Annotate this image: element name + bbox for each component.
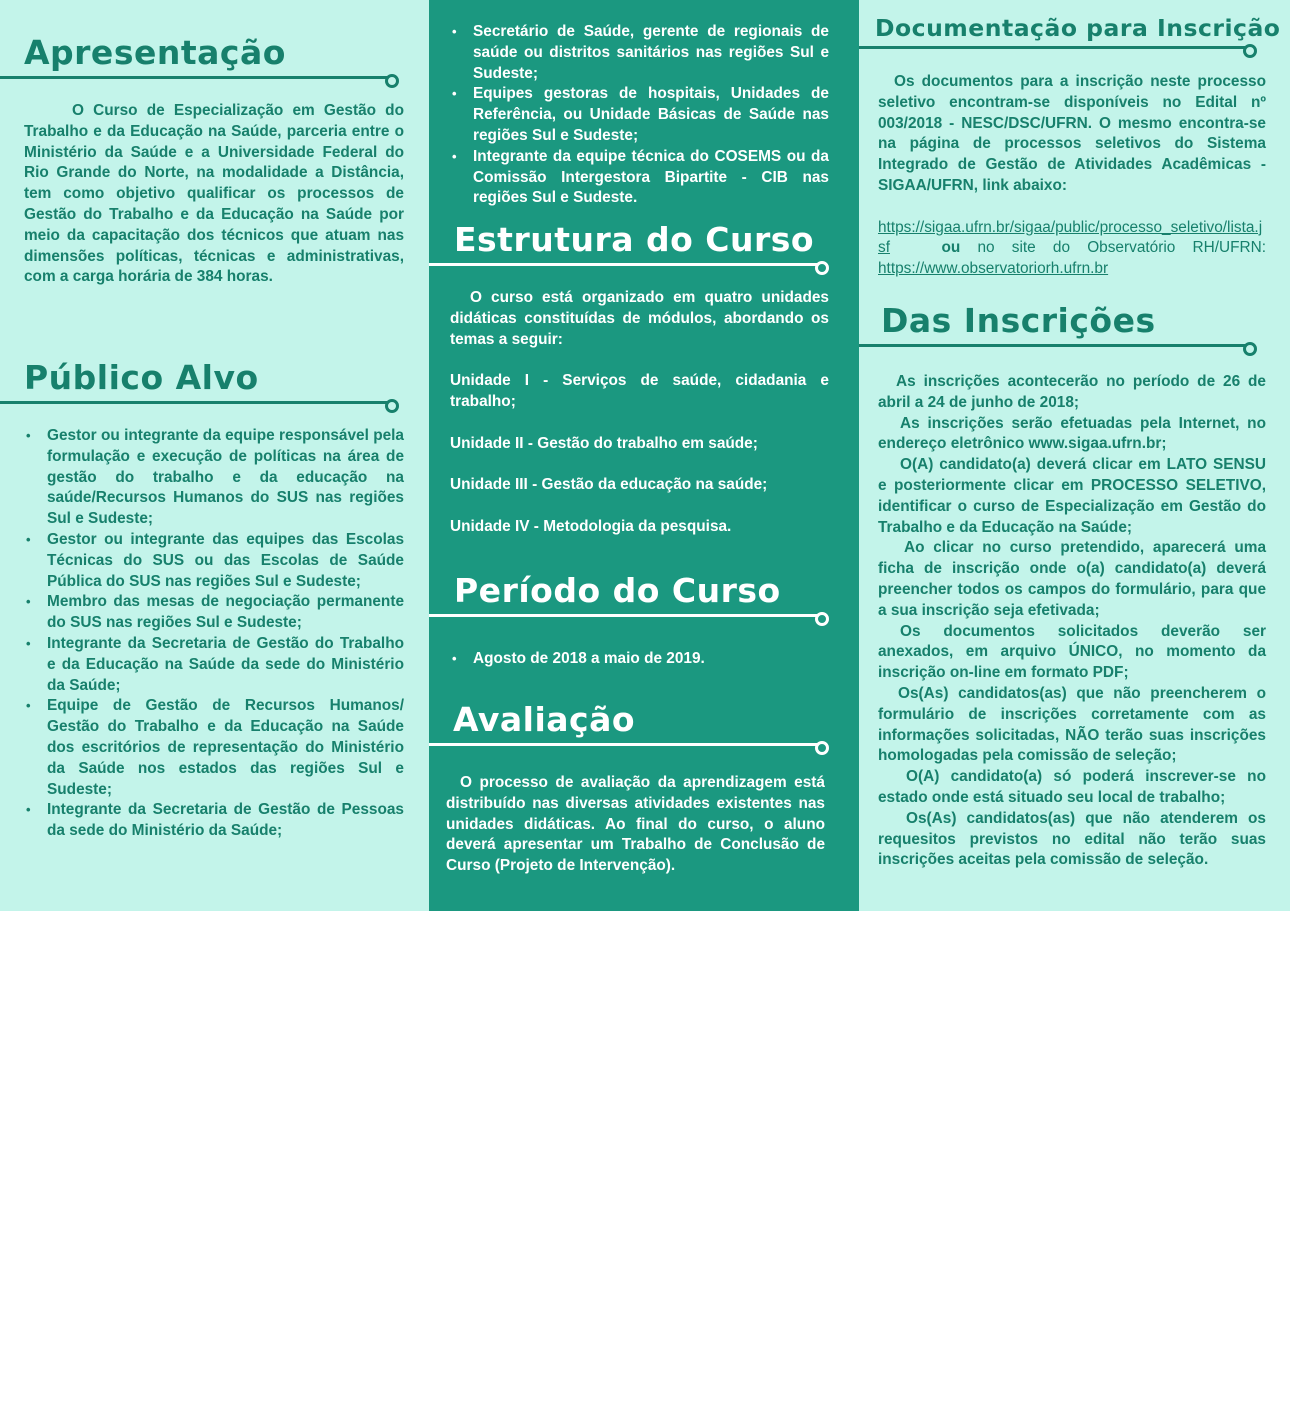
inscricoes-paragraph: Os(As) candidatos(as) que não preencherem o formulário de inscrições corretamente com as informações solicitadas, NÃO terão suas inscrições homologadas pela comissão de seleção; [878, 684, 1266, 765]
estrutura-title: Estrutura do Curso [454, 220, 815, 259]
heading-publico [0, 325, 429, 415]
avaliacao-title: Avaliação [453, 700, 636, 739]
inscricoes-paragraph: Os documentos solicitados deverão ser anexados, em arquivo ÚNICO, no momento da inscrição on-line em formato PDF; [878, 622, 1266, 682]
unidade-item: Unidade I - Serviços de saúde, cidadania e trabalho; [450, 372, 829, 410]
inscricoes-paragraph: As inscrições serão efetuadas pela Internet, no endereço eletrônico www.sigaa.ufrn.br; [878, 414, 1266, 453]
unidade-item: Unidade III - Gestão da educação na saúde; [450, 476, 768, 494]
apresentacao-body [24, 101, 404, 288]
estrutura-body [450, 288, 829, 538]
heading-circle-icon [815, 741, 829, 755]
observatorio-link[interactable]: https://www.observatoriorh.ufrn.br [878, 260, 1109, 278]
heading-rule [0, 401, 388, 404]
panel-middle [429, 0, 859, 911]
heading-estrutura [429, 187, 859, 277]
publico-list [24, 426, 404, 842]
inscricoes-paragraph: As inscrições acontecerão no período de 26 de abril a 24 de junho de 2018; [878, 373, 1266, 411]
heading-circle-icon [385, 74, 399, 88]
periodo-title: Período do Curso [454, 571, 781, 610]
publico-cont-list [450, 22, 829, 209]
heading-circle-icon [385, 399, 399, 413]
unidade-item: Unidade II - Gestão do trabalho em saúde; [450, 434, 758, 452]
panel-left [0, 0, 429, 911]
heading-circle-icon [1243, 342, 1257, 356]
inscricoes-body [878, 372, 1266, 871]
sigaa-link[interactable]: https://sigaa.ufrn.br/sigaa/public/processo_seletivo/lista.jsf [878, 218, 1263, 257]
publico-list-wrap [24, 426, 404, 842]
heading-apresentacao [0, 0, 429, 90]
heading-rule [859, 46, 1249, 49]
list-item: • Integrante da equipe técnica do COSEMS ou da Comissão Intergestora Bipartite - CIB nas regiões Sul e Sudeste. [450, 147, 829, 209]
observatorio-label: no site do Observatório RH/UFRN: [960, 239, 1267, 257]
ou-label: ou [941, 239, 961, 257]
heading-rule [859, 344, 1249, 347]
heading-circle-icon [815, 261, 829, 275]
list-item: • Integrante da Secretaria de Gestão de Pessoas da sede do Ministério da Saúde; [24, 800, 404, 842]
list-item: • Equipes gestoras de hospitais, Unidades de Referência, ou Unidade Básicas de Saúde nas regiões Sul e Sudeste; [450, 84, 829, 146]
publico-cont-wrap [450, 22, 829, 209]
list-item: • Gestor ou integrante da equipe responsável pela formulação e execução de políticas na área de gestão do trabalho e da educação na saúde/Recursos Humanos do SUS nas regiões Sul e Sudeste; [24, 426, 404, 530]
inscricoes-paragraph: Os(As) candidatos(as) que não atenderem os requesitos previstos no edital não terão suas inscrições aceitas pela comissão de seleção. [878, 809, 1266, 869]
heading-documentacao [859, 0, 1290, 60]
heading-rule [429, 614, 817, 617]
list-item: • Agosto de 2018 a maio de 2019. [450, 649, 829, 670]
heading-periodo [429, 538, 859, 628]
documentacao-paragraph: Os documentos para a inscrição neste processo seletivo encontram-se disponíveis no Edital nº 003/2018 - NESC/DSC/UFRN. O mesmo encontra-se na página de processos seletivos do Sistema Integrado de Gestão de Atividades Acadêmicas - SIGAA/UFRN, link abaixo: [878, 73, 1266, 194]
list-item: • Membro das mesas de negociação permanente do SUS nas regiões Sul e Sudeste; [24, 592, 404, 634]
inscricoes-paragraph: O(A) candidato(a) deverá clicar em LATO SENSU e posteriormente clicar em PROCESSO SELETIVO, identificar o curso de Especialização em Gestão do Trabalho e da Educação na Saúde; [878, 456, 1266, 536]
publico-title: Público Alvo [24, 358, 259, 397]
heading-circle-icon [1243, 44, 1257, 58]
list-item: • Integrante da Secretaria de Gestão do Trabalho e da Educação na Saúde da sede do Ministério da Saúde; [24, 634, 404, 696]
apresentacao-paragraph: O Curso de Especialização em Gestão do Trabalho e da Educação na Saúde, parceria entre o Ministério da Saúde e a Universidade Federal do Rio Grande do Norte, na modalidade a Distância, tem como objetivo qualificar os processos de Gestão do Trabalho e da Educação na Saúde por meio da capacitação dos técnicos que atuam nas dimensões políticas, técnicas e administrativas, com a carga horária de 384 horas. [24, 102, 404, 286]
documentacao-body [878, 72, 1266, 280]
documentacao-title: Documentação para Inscrição [875, 14, 1281, 42]
list-item: • Equipe de Gestão de Recursos Humanos/ Gestão do Trabalho e da Educação na Saúde dos escritórios de representação do Ministério da Saúde nos estados das regiões Sul e Sudeste; [24, 696, 404, 800]
inscricoes-paragraph: O(A) candidato(a) só poderá inscrever-se no estado onde está situado seu local de trabalho; [878, 768, 1266, 806]
heading-rule [429, 263, 817, 266]
list-item: • Gestor ou integrante das equipes das Escolas Técnicas do SUS ou das Escolas de Saúde Pública do SUS nas regiões Sul e Sudeste; [24, 530, 404, 592]
unidade-item: Unidade IV - Metodologia da pesquisa. [450, 517, 732, 535]
estrutura-intro: O curso está organizado em quatro unidades didáticas constituídas de módulos, abordando os temas a seguir: [450, 289, 829, 348]
inscricoes-paragraph: Ao clicar no curso pretendido, aparecerá uma ficha de inscrição onde o(a) candidato(a) deverá preencher todos os campos do formulário, para que a sua inscrição seja efetivada; [878, 539, 1266, 619]
inscricoes-title: Das Inscrições [881, 301, 1156, 340]
avaliacao-paragraph: O processo de avaliação da aprendizagem está distribuído nas diversas atividades existentes nas unidades didáticas. Ao final do curso, o aluno deverá apresentar um Trabalho de Conclusão de Curso (Projeto de Intervenção). [446, 774, 825, 875]
list-item: • Secretário de Saúde, gerente de regionais de saúde ou distritos sanitários nas regiões Sul e Sudeste; [450, 22, 829, 84]
apresentacao-title: Apresentação [24, 33, 286, 72]
heading-circle-icon [815, 612, 829, 626]
heading-inscricoes [859, 268, 1290, 358]
heading-rule [0, 76, 388, 79]
avaliacao-body [446, 773, 825, 877]
heading-avaliacao [429, 667, 859, 757]
panel-right [859, 0, 1290, 911]
heading-rule [429, 743, 817, 746]
